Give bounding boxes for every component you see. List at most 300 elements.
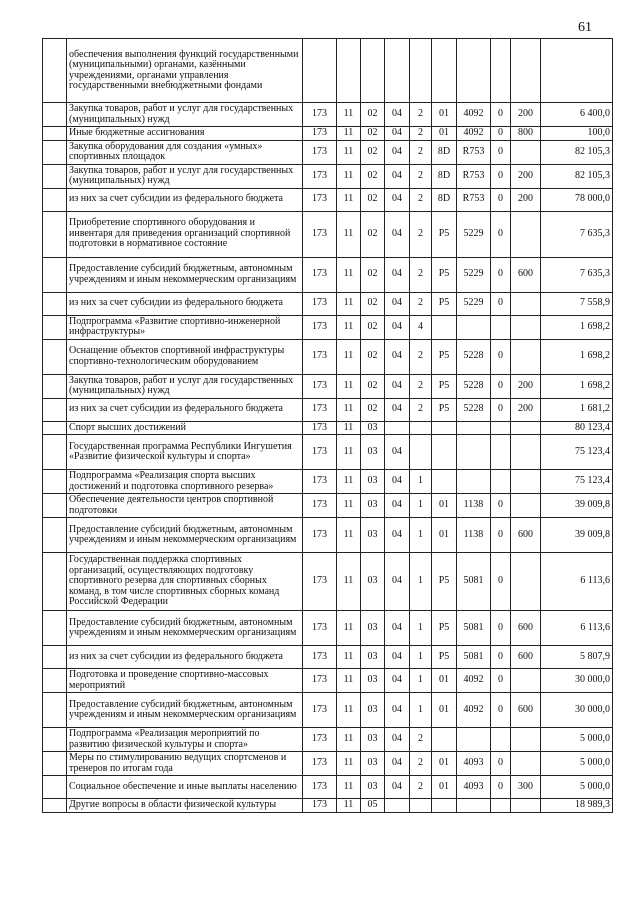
program-code-cell: 04: [385, 140, 410, 164]
amount-cell: 30 000,0: [541, 693, 613, 728]
section-code-cell: 11: [337, 518, 361, 553]
section-code-cell: 11: [337, 315, 361, 339]
program-code-cell: 04: [385, 470, 410, 494]
subsection-code-cell: 02: [361, 292, 385, 315]
sub-direction-code-cell: 0: [491, 646, 511, 669]
amount-cell: [541, 39, 613, 103]
row-marker-cell: [43, 292, 67, 315]
amount-cell: 82 105,3: [541, 164, 613, 188]
table-row: [43, 646, 613, 669]
program-code-cell: 04: [385, 728, 410, 752]
row-marker-cell: [43, 435, 67, 470]
item-name-cell: из них за счет субсидии из федерального бюджета: [67, 188, 303, 211]
amount-cell: 39 009,8: [541, 518, 613, 553]
sub-direction-code-cell: 0: [491, 339, 511, 374]
program-code-cell: 04: [385, 398, 410, 421]
item-name-cell: Подготовка и проведение спортивно-массовых мероприятий: [67, 669, 303, 693]
row-marker-cell: [43, 776, 67, 799]
subsection-code-cell: 03: [361, 435, 385, 470]
expense-type-cell: 800: [511, 127, 541, 141]
subsection-code-cell: 02: [361, 257, 385, 292]
section-code-cell: 11: [337, 669, 361, 693]
expense-type-cell: 600: [511, 257, 541, 292]
section-code-cell: 11: [337, 421, 361, 435]
direction-code-cell: 4092: [457, 669, 491, 693]
amount-cell: 1 698,2: [541, 339, 613, 374]
item-name-cell: Государственная поддержка спортивных организаций, осуществляющих подготовку спортивного резерва для спортивных сборных команд, в том числе спортивных сборных команд Российской Федерации: [67, 553, 303, 611]
section-code-cell: 11: [337, 374, 361, 398]
direction-code-cell: 4092: [457, 693, 491, 728]
expense-type-cell: [511, 553, 541, 611]
subprogram-code-cell: 2: [410, 257, 432, 292]
sub-direction-code-cell: 0: [491, 188, 511, 211]
item-name-cell: Закупка товаров, работ и услуг для государственных (муниципальных) нужд: [67, 374, 303, 398]
direction-code-cell: 1138: [457, 518, 491, 553]
subsection-code-cell: 02: [361, 398, 385, 421]
event-code-cell: [432, 470, 457, 494]
section-code-cell: 11: [337, 728, 361, 752]
table-row: [43, 799, 613, 813]
ministry-code-cell: 173: [303, 339, 337, 374]
subsection-code-cell: 03: [361, 752, 385, 776]
item-name-cell: Иные бюджетные ассигнования: [67, 127, 303, 141]
program-code-cell: 04: [385, 374, 410, 398]
amount-cell: 7 635,3: [541, 211, 613, 257]
direction-code-cell: 5081: [457, 611, 491, 646]
subprogram-code-cell: [410, 39, 432, 103]
subprogram-code-cell: 2: [410, 211, 432, 257]
subprogram-code-cell: 1: [410, 518, 432, 553]
ministry-code-cell: 173: [303, 799, 337, 813]
sub-direction-code-cell: 0: [491, 752, 511, 776]
item-name-cell: Обеспечение деятельности центров спортивной подготовки: [67, 494, 303, 518]
program-code-cell: 04: [385, 257, 410, 292]
item-name-cell: из них за счет субсидии из федерального бюджета: [67, 398, 303, 421]
event-code-cell: P5: [432, 611, 457, 646]
sub-direction-code-cell: 0: [491, 103, 511, 127]
row-marker-cell: [43, 470, 67, 494]
item-name-cell: Предоставление субсидий бюджетным, автономным учреждениям и иным некоммерческим организациям: [67, 611, 303, 646]
section-code-cell: 11: [337, 752, 361, 776]
direction-code-cell: 5229: [457, 211, 491, 257]
amount-cell: 75 123,4: [541, 470, 613, 494]
ministry-code-cell: 173: [303, 693, 337, 728]
ministry-code-cell: 173: [303, 752, 337, 776]
ministry-code-cell: 173: [303, 103, 337, 127]
expense-type-cell: 200: [511, 188, 541, 211]
row-marker-cell: [43, 103, 67, 127]
sub-direction-code-cell: [491, 470, 511, 494]
sub-direction-code-cell: 0: [491, 127, 511, 141]
amount-cell: 80 123,4: [541, 421, 613, 435]
row-marker-cell: [43, 315, 67, 339]
row-marker-cell: [43, 646, 67, 669]
event-code-cell: 01: [432, 693, 457, 728]
event-code-cell: 8D: [432, 164, 457, 188]
table-row: [43, 140, 613, 164]
sub-direction-code-cell: 0: [491, 292, 511, 315]
expense-type-cell: [511, 211, 541, 257]
table-row: [43, 553, 613, 611]
table-row: [43, 611, 613, 646]
table-row: [43, 752, 613, 776]
direction-code-cell: R753: [457, 140, 491, 164]
program-code-cell: [385, 421, 410, 435]
subsection-code-cell: 02: [361, 127, 385, 141]
subsection-code-cell: 05: [361, 799, 385, 813]
section-code-cell: 11: [337, 646, 361, 669]
amount-cell: 1 698,2: [541, 315, 613, 339]
ministry-code-cell: 173: [303, 421, 337, 435]
item-name-cell: Другие вопросы в области физической культуры: [67, 799, 303, 813]
amount-cell: 5 000,0: [541, 728, 613, 752]
table-row: [43, 518, 613, 553]
subsection-code-cell: 03: [361, 494, 385, 518]
item-name-cell: Закупка товаров, работ и услуг для государственных (муниципальных) нужд: [67, 103, 303, 127]
item-name-cell: Подпрограмма «Реализация мероприятий по развитию физической культуры и спорта»: [67, 728, 303, 752]
expense-type-cell: [511, 315, 541, 339]
sub-direction-code-cell: [491, 435, 511, 470]
event-code-cell: 8D: [432, 188, 457, 211]
section-code-cell: 11: [337, 188, 361, 211]
amount-cell: 1 681,2: [541, 398, 613, 421]
section-code-cell: 11: [337, 164, 361, 188]
row-marker-cell: [43, 553, 67, 611]
expense-type-cell: [511, 494, 541, 518]
direction-code-cell: 4093: [457, 752, 491, 776]
table-row: [43, 728, 613, 752]
subsection-code-cell: 03: [361, 646, 385, 669]
subsection-code-cell: 02: [361, 103, 385, 127]
sub-direction-code-cell: 0: [491, 211, 511, 257]
event-code-cell: P5: [432, 211, 457, 257]
expense-type-cell: [511, 669, 541, 693]
direction-code-cell: 4092: [457, 127, 491, 141]
table-row: [43, 669, 613, 693]
budget-table: [42, 38, 613, 813]
ministry-code-cell: 173: [303, 374, 337, 398]
expense-type-cell: [511, 799, 541, 813]
section-code-cell: 11: [337, 292, 361, 315]
subprogram-code-cell: 1: [410, 470, 432, 494]
section-code-cell: 11: [337, 398, 361, 421]
row-marker-cell: [43, 611, 67, 646]
direction-code-cell: [457, 435, 491, 470]
section-code-cell: 11: [337, 339, 361, 374]
direction-code-cell: 5081: [457, 646, 491, 669]
event-code-cell: [432, 421, 457, 435]
amount-cell: 6 113,6: [541, 553, 613, 611]
program-code-cell: [385, 799, 410, 813]
event-code-cell: P5: [432, 398, 457, 421]
table-row: [43, 470, 613, 494]
subprogram-code-cell: 2: [410, 339, 432, 374]
subprogram-code-cell: 2: [410, 374, 432, 398]
sub-direction-code-cell: 0: [491, 398, 511, 421]
event-code-cell: [432, 435, 457, 470]
section-code-cell: 11: [337, 693, 361, 728]
subprogram-code-cell: 1: [410, 669, 432, 693]
ministry-code-cell: 173: [303, 611, 337, 646]
event-code-cell: [432, 728, 457, 752]
expense-type-cell: [511, 292, 541, 315]
direction-code-cell: [457, 421, 491, 435]
ministry-code-cell: 173: [303, 646, 337, 669]
event-code-cell: 01: [432, 669, 457, 693]
page-number: 61: [578, 20, 592, 35]
item-name-cell: из них за счет субсидии из федерального бюджета: [67, 646, 303, 669]
sub-direction-code-cell: 0: [491, 669, 511, 693]
ministry-code-cell: 173: [303, 553, 337, 611]
event-code-cell: 01: [432, 494, 457, 518]
section-code-cell: 11: [337, 776, 361, 799]
expense-type-cell: [511, 470, 541, 494]
subsection-code-cell: 02: [361, 140, 385, 164]
sub-direction-code-cell: 0: [491, 776, 511, 799]
item-name-cell: Меры по стимулированию ведущих спортсменов и тренеров по итогам года: [67, 752, 303, 776]
row-marker-cell: [43, 211, 67, 257]
subprogram-code-cell: 1: [410, 553, 432, 611]
expense-type-cell: 200: [511, 103, 541, 127]
direction-code-cell: 5228: [457, 398, 491, 421]
table-row: [43, 127, 613, 141]
program-code-cell: 04: [385, 164, 410, 188]
ministry-code-cell: [303, 39, 337, 103]
item-name-cell: из них за счет субсидии из федерального бюджета: [67, 292, 303, 315]
amount-cell: 18 989,3: [541, 799, 613, 813]
table-body: [43, 39, 613, 813]
event-code-cell: 01: [432, 103, 457, 127]
amount-cell: 7 635,3: [541, 257, 613, 292]
item-name-cell: Закупка товаров, работ и услуг для государственных (муниципальных) нужд: [67, 164, 303, 188]
sub-direction-code-cell: 0: [491, 140, 511, 164]
ministry-code-cell: 173: [303, 164, 337, 188]
program-code-cell: 04: [385, 553, 410, 611]
section-code-cell: 11: [337, 127, 361, 141]
direction-code-cell: 1138: [457, 494, 491, 518]
table-row: [43, 494, 613, 518]
subprogram-code-cell: [410, 421, 432, 435]
row-marker-cell: [43, 188, 67, 211]
program-code-cell: 04: [385, 518, 410, 553]
ministry-code-cell: 173: [303, 518, 337, 553]
ministry-code-cell: 173: [303, 188, 337, 211]
row-marker-cell: [43, 127, 67, 141]
program-code-cell: 04: [385, 211, 410, 257]
amount-cell: 6 400,0: [541, 103, 613, 127]
section-code-cell: 11: [337, 553, 361, 611]
row-marker-cell: [43, 398, 67, 421]
direction-code-cell: [457, 39, 491, 103]
program-code-cell: 04: [385, 103, 410, 127]
direction-code-cell: [457, 799, 491, 813]
direction-code-cell: 5228: [457, 339, 491, 374]
direction-code-cell: 4092: [457, 103, 491, 127]
expense-type-cell: [511, 39, 541, 103]
row-marker-cell: [43, 669, 67, 693]
ministry-code-cell: 173: [303, 470, 337, 494]
amount-cell: 5 000,0: [541, 752, 613, 776]
section-code-cell: 11: [337, 799, 361, 813]
row-marker-cell: [43, 518, 67, 553]
section-code-cell: 11: [337, 470, 361, 494]
item-name-cell: Подпрограмма «Развитие спортивно-инженерной инфраструктуры»: [67, 315, 303, 339]
item-name-cell: Государственная программа Республики Ингушетия «Развитие физической культуры и спорта»: [67, 435, 303, 470]
program-code-cell: 04: [385, 127, 410, 141]
subprogram-code-cell: 2: [410, 188, 432, 211]
subsection-code-cell: 03: [361, 611, 385, 646]
section-code-cell: 11: [337, 140, 361, 164]
event-code-cell: P5: [432, 553, 457, 611]
sub-direction-code-cell: 0: [491, 693, 511, 728]
sub-direction-code-cell: 0: [491, 494, 511, 518]
subsection-code-cell: 03: [361, 518, 385, 553]
subsection-code-cell: 03: [361, 421, 385, 435]
expense-type-cell: [511, 752, 541, 776]
amount-cell: 1 698,2: [541, 374, 613, 398]
direction-code-cell: [457, 728, 491, 752]
section-code-cell: 11: [337, 494, 361, 518]
ministry-code-cell: 173: [303, 494, 337, 518]
expense-type-cell: [511, 435, 541, 470]
row-marker-cell: [43, 257, 67, 292]
amount-cell: 39 009,8: [541, 494, 613, 518]
subprogram-code-cell: 4: [410, 315, 432, 339]
expense-type-cell: 200: [511, 398, 541, 421]
sub-direction-code-cell: [491, 39, 511, 103]
sub-direction-code-cell: [491, 315, 511, 339]
event-code-cell: 01: [432, 776, 457, 799]
event-code-cell: 8D: [432, 140, 457, 164]
subsection-code-cell: 02: [361, 188, 385, 211]
event-code-cell: P5: [432, 339, 457, 374]
program-code-cell: 04: [385, 292, 410, 315]
table-row: [43, 188, 613, 211]
sub-direction-code-cell: 0: [491, 518, 511, 553]
section-code-cell: 11: [337, 103, 361, 127]
event-code-cell: [432, 799, 457, 813]
event-code-cell: [432, 315, 457, 339]
row-marker-cell: [43, 494, 67, 518]
section-code-cell: [337, 39, 361, 103]
expense-type-cell: 200: [511, 374, 541, 398]
sub-direction-code-cell: 0: [491, 257, 511, 292]
ministry-code-cell: 173: [303, 728, 337, 752]
ministry-code-cell: 173: [303, 315, 337, 339]
subprogram-code-cell: 2: [410, 140, 432, 164]
row-marker-cell: [43, 693, 67, 728]
event-code-cell: 01: [432, 127, 457, 141]
direction-code-cell: 5229: [457, 292, 491, 315]
subsection-code-cell: 02: [361, 339, 385, 374]
subprogram-code-cell: 2: [410, 164, 432, 188]
sub-direction-code-cell: 0: [491, 553, 511, 611]
event-code-cell: [432, 39, 457, 103]
row-marker-cell: [43, 421, 67, 435]
event-code-cell: P5: [432, 292, 457, 315]
event-code-cell: P5: [432, 646, 457, 669]
event-code-cell: P5: [432, 374, 457, 398]
expense-type-cell: [511, 421, 541, 435]
direction-code-cell: [457, 315, 491, 339]
table-row: [43, 693, 613, 728]
table-row: [43, 776, 613, 799]
subprogram-code-cell: 2: [410, 103, 432, 127]
sub-direction-code-cell: 0: [491, 611, 511, 646]
direction-code-cell: 5228: [457, 374, 491, 398]
subsection-code-cell: 02: [361, 164, 385, 188]
event-code-cell: 01: [432, 518, 457, 553]
program-code-cell: 04: [385, 315, 410, 339]
item-name-cell: Предоставление субсидий бюджетным, автономным учреждениям и иным некоммерческим организациям: [67, 257, 303, 292]
expense-type-cell: 600: [511, 611, 541, 646]
item-name-cell: Спорт высших достижений: [67, 421, 303, 435]
program-code-cell: 04: [385, 752, 410, 776]
amount-cell: 7 558,9: [541, 292, 613, 315]
program-code-cell: 04: [385, 646, 410, 669]
sub-direction-code-cell: 0: [491, 374, 511, 398]
ministry-code-cell: 173: [303, 669, 337, 693]
ministry-code-cell: 173: [303, 435, 337, 470]
table-row: [43, 257, 613, 292]
ministry-code-cell: 173: [303, 776, 337, 799]
amount-cell: 78 000,0: [541, 188, 613, 211]
ministry-code-cell: 173: [303, 257, 337, 292]
section-code-cell: 11: [337, 257, 361, 292]
expense-type-cell: [511, 339, 541, 374]
item-name-cell: Закупка оборудования для создания «умных» спортивных площадок: [67, 140, 303, 164]
subprogram-code-cell: 2: [410, 292, 432, 315]
table-row: [43, 339, 613, 374]
section-code-cell: 11: [337, 435, 361, 470]
program-code-cell: 04: [385, 669, 410, 693]
sub-direction-code-cell: 0: [491, 164, 511, 188]
ministry-code-cell: 173: [303, 292, 337, 315]
subprogram-code-cell: 2: [410, 398, 432, 421]
table-row: [43, 398, 613, 421]
expense-type-cell: 600: [511, 693, 541, 728]
row-marker-cell: [43, 374, 67, 398]
table-row: [43, 435, 613, 470]
ministry-code-cell: 173: [303, 140, 337, 164]
program-code-cell: 04: [385, 188, 410, 211]
expense-type-cell: 300: [511, 776, 541, 799]
section-code-cell: 11: [337, 611, 361, 646]
ministry-code-cell: 173: [303, 211, 337, 257]
subprogram-code-cell: [410, 799, 432, 813]
row-marker-cell: [43, 140, 67, 164]
subsection-code-cell: 03: [361, 693, 385, 728]
row-marker-cell: [43, 752, 67, 776]
expense-type-cell: [511, 140, 541, 164]
item-name-cell: Предоставление субсидий бюджетным, автономным учреждениям и иным некоммерческим организациям: [67, 518, 303, 553]
direction-code-cell: 4093: [457, 776, 491, 799]
program-code-cell: 04: [385, 494, 410, 518]
ministry-code-cell: 173: [303, 127, 337, 141]
table-row: [43, 421, 613, 435]
row-marker-cell: [43, 339, 67, 374]
program-code-cell: 04: [385, 693, 410, 728]
program-code-cell: 04: [385, 776, 410, 799]
direction-code-cell: 5229: [457, 257, 491, 292]
table-row: [43, 315, 613, 339]
ministry-code-cell: 173: [303, 398, 337, 421]
subsection-code-cell: 02: [361, 374, 385, 398]
direction-code-cell: R753: [457, 164, 491, 188]
subsection-code-cell: 03: [361, 470, 385, 494]
item-name-cell: Подпрограмма «Реализация спорта высших достижений и подготовка спортивного резерва»: [67, 470, 303, 494]
subprogram-code-cell: [410, 435, 432, 470]
